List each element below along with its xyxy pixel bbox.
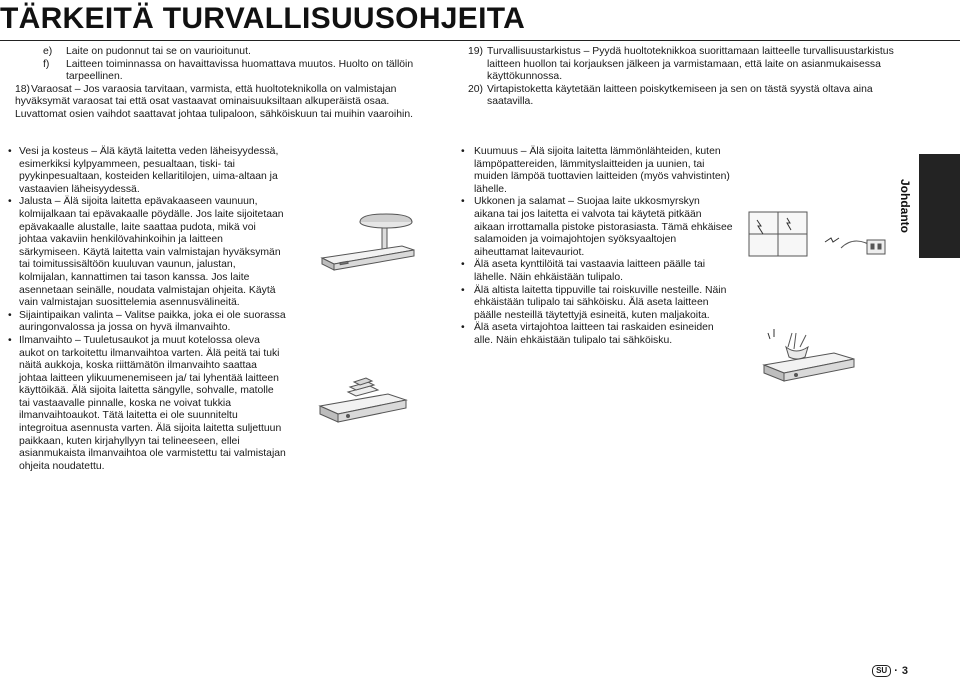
bullet-text: Kuumuus – Älä sijoita laitetta lämmönlähteiden, kuten lämpöpattereiden, lämmityslaitteiden ja uunien, tai muiden lämpöä tuottavien laitteiden (myös vahvistinten) lähelle.: [474, 146, 730, 195]
item-number: 20): [468, 83, 484, 95]
list-item-20: [468, 84, 896, 109]
title-rule: [0, 40, 960, 41]
bullet-location: [8, 310, 286, 335]
device-on-stand-illustration: [318, 206, 418, 290]
list-item-19: [468, 46, 896, 84]
bullet-text: Ukkonen ja salamat – Suojaa laite ukkosmyrskyn aikana tai jos laitetta ei valvota tai käytetä pitkään aikaan irrottamalla pistoke pistorasiasta. Tämä ehkäisee salamoiden ja voimajohtojen syöksyaaltojen aiheuttamat laitevauriot.: [474, 196, 733, 258]
bullet-text: Ilmanvaihto – Tuuletusaukot ja muut kotelossa oleva aukot on tarkoitettu ilmanvaihtoa varten. Älä peitä tai tuki näitä aukkoja, koska riittämätön ilmanvaihto saattaa johtaa laitteen ylikuumenemiseen ja/ tai lyhentää laitteen käyttöikää. Älä sijoita laitetta sängylle, sohvalle, matolle tai vastaavalle pinnalle, koska ne voivat tukkia ilmanvaihtoaukot. Tätä laitetta ei ole suunniteltu integroitua asennusta varten. Älä sijoita laitetta suljettuun paikkaan, kuten kirjahyllyyn tai telineeseen, ellei asianmukaista ilmanvaihtoa ole varmistettu tai valmistajan ohjeita noudatettu.: [19, 334, 286, 472]
bullet-text: Sijaintipaikan valinta – Valitse paikka, joka ei ole suorassa auringonvalossa ja jossa on hyvä ilmanvaihto.: [19, 309, 286, 334]
section-tab-text: Johdanto: [898, 179, 912, 233]
bullet-dot: •: [8, 196, 12, 208]
bullet-dot: •: [8, 146, 12, 157]
list-item-e: [20, 46, 440, 59]
bullet-liquids: [461, 285, 733, 323]
item-text: Virtapistoketta käytetään laitteen poiskytkemiseen ja sen on tästä syystä oltava aina saatavilla.: [487, 83, 873, 108]
lightning-unplug-illustration: [745, 208, 895, 266]
item-text: Turvallisuustarkistus – Pyydä huoltoteknikkoa suorittamaan laitteelle turvallisuustarkistus laitteen huollon tai korjauksen jälkeen ja varmistamaan, että laite on asianmukaisessa käyttökunnossa.: [487, 46, 894, 83]
bullet-ventilation: [8, 335, 286, 474]
item-text: Varaosat – Jos varaosia tarvitaan, varmista, että huoltoteknikolla on valmistajan hyväksymät varaosat tai että osat vastaavat ominaisuuksiltaan alkuperäistä osaa. Luvattomat osien vaihdot saattavat johtaa tulipaloon, sähköiskuun tai muihin vaaroihin.: [15, 83, 413, 120]
item-number: f): [43, 58, 50, 70]
bullet-dot: •: [461, 196, 465, 208]
bullet-lightning: [461, 196, 733, 259]
page-number: 3: [901, 665, 908, 677]
bullet-dot: •: [8, 334, 12, 346]
item-number: 19): [468, 46, 484, 57]
list-item-f: [20, 59, 440, 84]
right-bullet-list: [461, 146, 733, 348]
bullet-dot: •: [461, 322, 465, 334]
bullet-candles: [461, 259, 733, 284]
bullet-dot: •: [461, 146, 465, 157]
section-tab-label: [891, 154, 919, 258]
page-separator: ·: [894, 665, 898, 677]
bullet-dot: •: [461, 259, 465, 271]
bullet-text: Vesi ja kosteus – Älä käytä laitetta veden läheisyydessä, esimerkiksi kylpyammeen, pesualtaan, tiski- tai pyykinpesualtaan, kosteiden kellaritilojen, uima-altaan ja vastaavien läheisyydessä.: [19, 146, 279, 195]
item-text: Laitteen toiminnassa on havaittavissa huomattava muutos. Huolto on tällöin tarpeellinen.: [66, 58, 414, 83]
page-title: TÄRKEITÄ TURVALLISUUSOHJEITA: [0, 2, 526, 35]
language-badge: SU: [872, 665, 891, 677]
bullet-water: [8, 146, 286, 196]
candle-vase-illustration: [760, 325, 864, 389]
top-left-items: [15, 46, 440, 122]
device-with-objects-illustration: [318, 370, 410, 430]
section-tab-marker: [919, 154, 960, 258]
bullet-text: Älä aseta kynttilöitä tai vastaavia laitteen päälle tai lähelle. Näin ehkäistään tulipalo.: [474, 259, 706, 283]
bullet-stand: [8, 196, 286, 309]
bullet-text: Älä altista laitetta tippuville tai roiskuville nesteille. Näin ehkäistään tulipalo tai sähköisku. Älä aseta laitteen päälle nesteillä täytettyjä esineitä, kuten maljakoita.: [474, 284, 727, 321]
bullet-text: Älä aseta virtajohtoa laitteen tai raskaiden esineiden alle. Näin ehkäistään tulipalo tai sähköisku.: [474, 322, 714, 346]
bullet-heat: [461, 146, 733, 196]
bullet-power-cord: [461, 322, 733, 347]
item-text: Laite on pudonnut tai se on vaurioitunut.: [66, 46, 251, 57]
item-number: e): [43, 46, 53, 57]
left-bullet-list: [8, 146, 286, 473]
page-footer: [872, 665, 908, 677]
bullet-text: Jalusta – Älä sijoita laitetta epävakaaseen vaunuun, kolmijalkaan tai epävakaalle pöydälle. Jos laite sijoitetaan epävakaalle alustalle, laite saattaa pudota, mikä voi johtaa vakaviin henkilövahinkoihin ja laitteen särkymiseen. Käytä laitetta vain valmistajan hyväksymän tai toimitussisältöön kuuluvan vaunun, jalustan, kolmijalan, kannattimen tai tason kanssa. Jos laite asennetaan seinälle, noudata valmistajan ohjeita. Käytä vain valmistajan suosittelemia asennusvälineitä.: [19, 196, 284, 309]
top-right-items: [468, 46, 896, 109]
item-number: 18): [15, 83, 31, 95]
bullet-dot: •: [8, 309, 12, 321]
list-item-18: [15, 83, 440, 122]
bullet-dot: •: [461, 284, 465, 296]
